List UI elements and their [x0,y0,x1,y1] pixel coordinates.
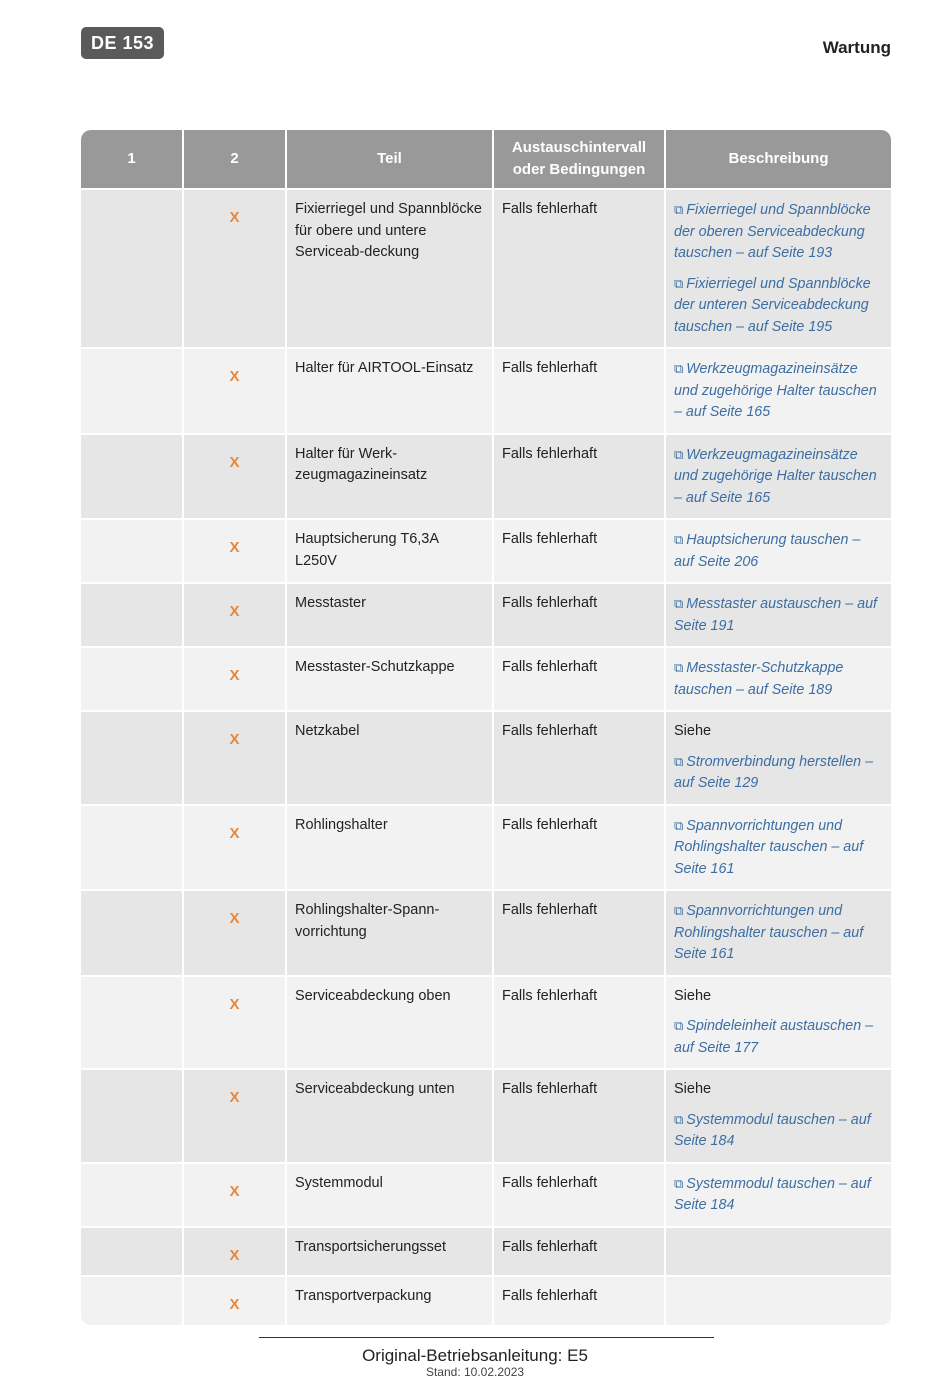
maintenance-table-container [81,130,891,1325]
cell-col2-mark: X [183,647,286,711]
cell-teil: Netzkabel [286,711,493,805]
cell-teil: Serviceabdeckung unten [286,1069,493,1163]
cell-description [665,189,891,348]
cell-teil: Messtaster-Schutzkappe [286,647,493,711]
cell-col1 [81,711,183,805]
cell-col1 [81,519,183,583]
cell-description [665,519,891,583]
link-text: Werkzeugmagazineinsätze und zugehörige Halter tauschen – auf Seite 165 [674,446,877,506]
table-row [81,976,891,1070]
cell-interval: Falls fehlerhaft [493,1069,665,1163]
table-row [81,1276,891,1325]
external-link-icon: ⧉ [674,202,684,217]
table-row [81,890,891,976]
cross-reference-link[interactable] [674,815,883,881]
cross-reference-link[interactable] [674,900,883,966]
cross-reference-link[interactable] [674,358,883,424]
cell-interval: Falls fehlerhaft [493,805,665,891]
cell-teil: Messtaster [286,583,493,647]
table-body [81,189,891,1325]
cell-interval: Falls fehlerhaft [493,583,665,647]
table-row [81,583,891,647]
external-link-icon: ⧉ [674,1018,684,1033]
cell-col2-mark: X [183,583,286,647]
footer-title: Original-Betriebsanleitung: E5 [362,1346,588,1365]
cell-interval: Falls fehlerhaft [493,434,665,520]
link-text: Stromverbindung herstellen – auf Seite 129 [674,753,874,791]
cross-reference-link[interactable] [674,751,883,795]
cross-reference-link[interactable] [674,657,883,701]
cell-col1 [81,805,183,891]
cell-col2-mark: X [183,976,286,1070]
table-row [81,1069,891,1163]
column-header-description: Beschreibung [665,130,891,189]
siehe-label: Siehe [674,723,712,739]
cell-interval: Falls fehlerhaft [493,189,665,348]
cell-interval: Falls fehlerhaft [493,976,665,1070]
cell-teil: Rohlingshalter [286,805,493,891]
table-row [81,189,891,348]
cross-reference-link[interactable] [674,1109,883,1153]
external-link-icon: ⧉ [674,596,684,611]
siehe-label: Siehe [674,1081,712,1097]
table-row [81,348,891,434]
link-text: Messtaster austauschen – auf Seite 191 [674,596,878,634]
link-text: Werkzeugmagazineinsätze und zugehörige Halter tauschen – auf Seite 165 [674,361,877,420]
cross-reference-link[interactable] [674,444,883,510]
cell-teil: Serviceabdeckung oben [286,976,493,1070]
link-text: Systemmodul tauschen – auf Seite 184 [674,1175,871,1213]
cell-description [665,434,891,520]
table-row [81,1227,891,1277]
section-title: Wartung [822,38,891,57]
table-row [81,1163,891,1227]
cell-col2-mark: X [183,519,286,583]
cell-col1 [81,976,183,1070]
cell-teil: Halter für AIRTOOL-Einsatz [286,348,493,434]
external-link-icon: ⧉ [674,361,684,376]
external-link-icon: ⧉ [674,1111,684,1127]
cell-description [665,348,891,434]
link-text: Hauptsicherung tauschen – auf Seite 206 [674,532,861,570]
cell-col2-mark: X [183,711,286,805]
cell-description [665,976,891,1070]
cell-interval: Falls fehlerhaft [493,647,665,711]
cell-interval: Falls fehlerhaft [493,1163,665,1227]
cell-col1 [81,583,183,647]
link-text: Spannvorrichtungen und Rohlingshalter tauschen – auf Seite 161 [674,903,864,962]
cell-teil: Transportverpackung [286,1276,493,1325]
cell-description [665,1227,891,1277]
cell-col2-mark: X [183,1069,286,1163]
cell-teil: Fixierriegel und Spannblöcke für obere und untere Serviceab-deckung [286,189,493,348]
cell-col1 [81,434,183,520]
table-row [81,647,891,711]
cell-description [665,711,891,805]
cell-description [665,805,891,891]
cell-col1 [81,1227,183,1277]
table-row [81,805,891,891]
link-text: Fixierriegel und Spannblöcke der oberen Serviceabdeckung tauschen – auf Seite 193 [674,202,871,261]
cell-col1 [81,647,183,711]
cell-col2-mark: X [183,434,286,520]
link-text: Systemmodul tauschen – auf Seite 184 [674,1111,871,1149]
external-link-icon: ⧉ [674,275,684,291]
cross-reference-link[interactable] [674,593,883,637]
column-header-1: 1 [81,130,183,189]
footer-date: Stand: 10.02.2023 [425,1365,525,1379]
cell-col2-mark: X [183,1276,286,1325]
cell-col2-mark: X [183,890,286,976]
cell-interval: Falls fehlerhaft [493,890,665,976]
cell-interval: Falls fehlerhaft [493,1227,665,1277]
cell-teil: Rohlingshalter-Spann-vorrichtung [286,890,493,976]
cell-teil: Systemmodul [286,1163,493,1227]
external-link-icon: ⧉ [674,446,684,462]
cell-interval: Falls fehlerhaft [493,348,665,434]
link-text: Spannvorrichtungen und Rohlingshalter tauschen – auf Seite 161 [674,817,864,877]
cell-interval: Falls fehlerhaft [493,519,665,583]
external-link-icon: ⧉ [674,660,684,675]
link-text: Spindeleinheit austauschen – auf Seite 177 [674,1018,874,1056]
cell-col1 [81,890,183,976]
cell-col1 [81,348,183,434]
cell-col1 [81,1276,183,1325]
cell-col2-mark: X [183,1227,286,1277]
cell-teil: Halter für Werk-zeugmagazineinsatz [286,434,493,520]
cell-col1 [81,1163,183,1227]
cell-description [665,1163,891,1227]
page-number-badge: DE 153 [81,27,164,59]
cross-reference-link[interactable] [674,273,883,339]
cell-description [665,647,891,711]
cell-description [665,1069,891,1163]
cell-teil: Hauptsicherung T6,3A L250V [286,519,493,583]
column-header-interval: Austauschintervall oder Bedingungen [493,130,665,189]
cell-col2-mark: X [183,348,286,434]
cell-interval: Falls fehlerhaft [493,711,665,805]
footer-divider [259,1337,714,1338]
link-text: Messtaster-Schutzkappe tauschen – auf Seite 189 [674,660,844,698]
external-link-icon: ⧉ [674,1175,684,1191]
siehe-label: Siehe [674,987,712,1004]
external-link-icon: ⧉ [674,817,684,833]
table-row [81,434,891,520]
column-header-2: 2 [183,130,286,189]
cell-col1 [81,1069,183,1163]
external-link-icon: ⧉ [674,532,684,547]
external-link-icon: ⧉ [674,753,684,769]
table-row [81,711,891,805]
cell-col2-mark: X [183,805,286,891]
cell-col2-mark: X [183,1163,286,1227]
maintenance-table [81,130,891,1325]
external-link-icon: ⧉ [674,903,684,918]
cross-reference-link[interactable] [674,1173,883,1217]
column-header-teil: Teil [286,130,493,189]
cell-description [665,1276,891,1325]
table-header-row [81,130,891,189]
table-row [81,519,891,583]
cell-col2-mark: X [183,189,286,348]
cross-reference-link[interactable] [674,1015,883,1059]
cell-description [665,890,891,976]
link-text: Fixierriegel und Spannblöcke der unteren Serviceabdeckung tauschen – auf Seite 195 [674,275,871,335]
cell-description [665,583,891,647]
cross-reference-link[interactable] [674,199,883,265]
cell-teil: Transportsicherungsset [286,1227,493,1277]
cell-col1 [81,189,183,348]
cell-interval: Falls fehlerhaft [493,1276,665,1325]
cross-reference-link[interactable] [674,529,883,573]
